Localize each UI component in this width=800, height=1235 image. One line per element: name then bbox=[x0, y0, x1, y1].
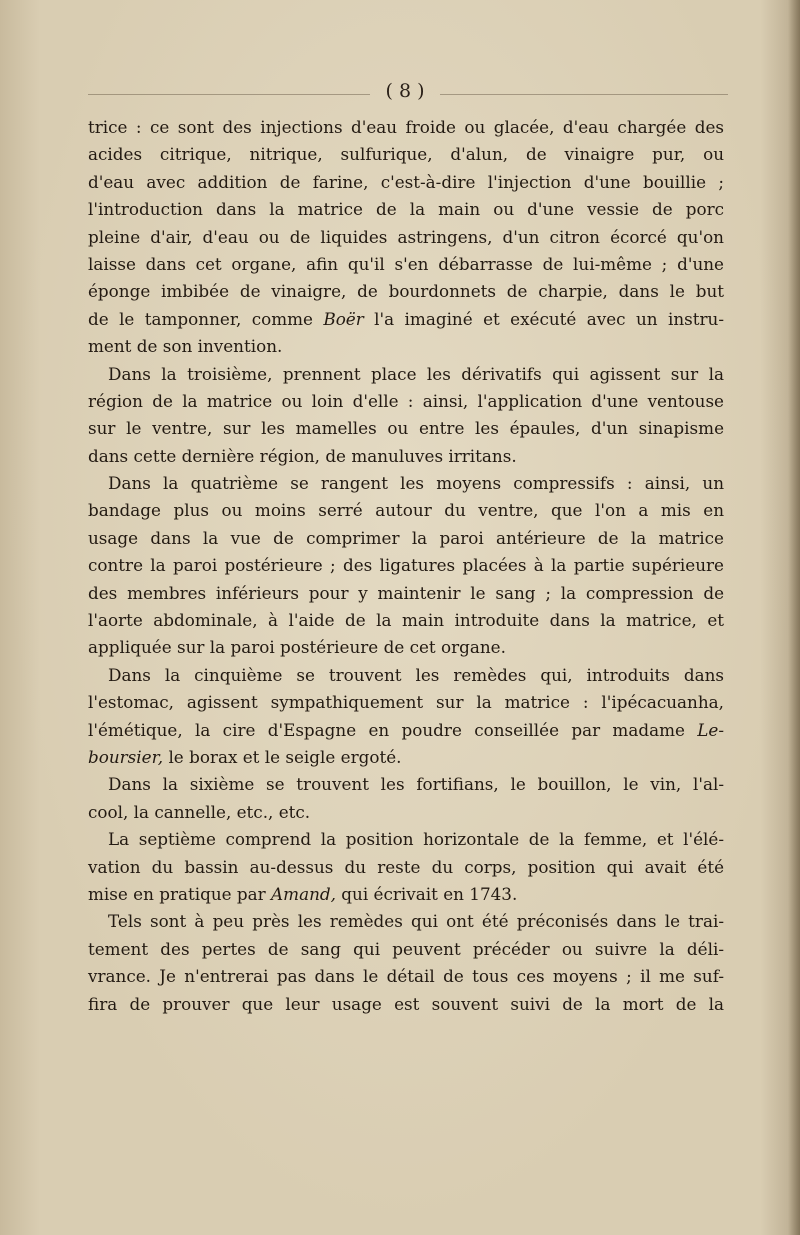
header-rule-right bbox=[440, 94, 728, 95]
text-line-content: usage dans la vue de comprimer la paroi antérieure de la matrice bbox=[88, 527, 724, 548]
text-line bbox=[88, 333, 724, 360]
header-rule-left bbox=[88, 94, 370, 95]
text-line bbox=[88, 826, 724, 853]
text-line bbox=[88, 415, 724, 442]
page-header bbox=[88, 80, 728, 106]
text-line-content: ment de son invention. bbox=[88, 336, 283, 357]
text-line-content: tement des pertes de sang qui peuvent précéder ou suivre la déli- bbox=[88, 938, 724, 959]
text-line bbox=[88, 607, 724, 634]
text-line bbox=[88, 306, 724, 333]
text-line-pre: mise en pratique par bbox=[88, 883, 272, 904]
text-line bbox=[88, 224, 724, 251]
text-line bbox=[88, 744, 724, 771]
text-line bbox=[88, 525, 724, 552]
text-line-pre: de le tamponner, comme bbox=[88, 308, 324, 329]
page-edge-shadow bbox=[788, 0, 800, 1235]
text-line bbox=[88, 717, 724, 744]
italic-name: boursier, bbox=[88, 746, 164, 767]
text-line-content: pleine d'air, d'eau ou de liquides astringens, d'un citron écorcé qu'on bbox=[88, 226, 724, 247]
text-line bbox=[88, 799, 724, 826]
text-line-content: acides citrique, nitrique, sulfurique, d'alun, de vinaigre pur, ou bbox=[88, 144, 724, 165]
text-line bbox=[88, 470, 724, 497]
text-line-content: vation du bassin au-dessus du reste du corps, position qui avait été bbox=[88, 856, 724, 877]
text-line-content: Dans la cinquième se trouvent les remèdes qui, introduits dans bbox=[108, 664, 724, 685]
text-line-pre: l'émétique, la cire d'Espagne en poudre conseillée par madame bbox=[88, 719, 698, 740]
text-line-content: vrance. Je n'entrerai pas dans le détail de tous ces moyens ; il me suf- bbox=[88, 966, 724, 987]
text-line bbox=[88, 908, 724, 935]
text-line bbox=[88, 936, 724, 963]
text-line-content: fira de prouver que leur usage est souvent suivi de la mort de la bbox=[88, 993, 724, 1014]
text-line bbox=[88, 443, 724, 470]
text-line-content: dans cette dernière région, de manuluves irritans. bbox=[88, 445, 517, 466]
text-line-content: Dans la troisième, prennent place les dérivatifs qui agissent sur la bbox=[108, 363, 724, 384]
text-line-post: le borax et le seigle ergoté. bbox=[163, 746, 402, 767]
text-line bbox=[88, 114, 724, 141]
text-line bbox=[88, 662, 724, 689]
text-line bbox=[88, 251, 724, 278]
text-line-content: sur le ventre, sur les mamelles ou entre les épaules, d'un sinapisme bbox=[88, 418, 724, 439]
italic-name: Amand, bbox=[271, 883, 336, 904]
text-line-content: bandage plus ou moins serré autour du ventre, que l'on a mis en bbox=[88, 500, 724, 521]
text-line-content: d'eau avec addition de farine, c'est-à-dire l'injection d'une bouillie ; bbox=[88, 171, 724, 192]
text-line-content: l'aorte abdominale, à l'aide de la main introduite dans la matrice, et bbox=[88, 610, 724, 631]
text-line bbox=[88, 497, 724, 524]
text-line-content: appliquée sur la paroi postérieure de cet organe. bbox=[88, 637, 506, 658]
text-line bbox=[88, 963, 724, 990]
text-line bbox=[88, 881, 724, 908]
text-line-content: trice : ce sont des injections d'eau froide ou glacée, d'eau chargée des bbox=[88, 117, 724, 137]
italic-name: Le- bbox=[697, 719, 724, 740]
text-line bbox=[88, 278, 724, 305]
body-text bbox=[88, 114, 724, 1018]
text-line-content: Dans la sixième se trouvent les fortifians, le bouillon, le vin, l'al- bbox=[108, 774, 724, 795]
text-line-content: des membres inférieurs pour y maintenir le sang ; la compression de bbox=[88, 582, 724, 603]
text-line-content: région de la matrice ou loin d'elle : ainsi, l'application d'une ventouse bbox=[88, 390, 724, 411]
text-line-content: contre la paroi postérieure ; des ligatures placées à la partie supérieure bbox=[88, 555, 724, 576]
text-line bbox=[88, 361, 724, 388]
text-line bbox=[88, 771, 724, 798]
text-line-content: l'estomac, agissent sympathiquement sur la matrice : l'ipécacuanha, bbox=[88, 692, 724, 713]
text-line-content: l'introduction dans la matrice de la main ou d'une vessie de porc bbox=[88, 199, 724, 220]
text-line-content: éponge imbibée de vinaigre, de bourdonnets de charpie, dans le but bbox=[88, 281, 724, 302]
text-line bbox=[88, 634, 724, 661]
page-number: ( 8 ) bbox=[385, 80, 425, 102]
text-line bbox=[88, 580, 724, 607]
italic-name: Boër bbox=[323, 308, 364, 329]
text-line bbox=[88, 689, 724, 716]
text-line bbox=[88, 854, 724, 881]
text-line bbox=[88, 991, 724, 1018]
text-line bbox=[88, 552, 724, 579]
text-line-content: laisse dans cet organe, afin qu'il s'en débarrasse de lui-même ; d'une bbox=[88, 253, 724, 274]
text-line bbox=[88, 388, 724, 415]
text-line bbox=[88, 141, 724, 168]
text-line-content: cool, la cannelle, etc., etc. bbox=[88, 801, 311, 822]
text-line-content: Dans la quatrième se rangent les moyens compressifs : ainsi, un bbox=[108, 473, 724, 494]
text-line bbox=[88, 169, 724, 196]
text-line-post: qui écrivait en 1743. bbox=[335, 883, 518, 904]
text-line-content: La septième comprend la position horizontale de la femme, et l'élé- bbox=[108, 829, 724, 850]
text-line-content: Tels sont à peu près les remèdes qui ont été préconisés dans le trai- bbox=[108, 911, 724, 932]
text-line bbox=[88, 196, 724, 223]
text-line-post: l'a imaginé et exécuté avec un instru- bbox=[363, 308, 724, 329]
